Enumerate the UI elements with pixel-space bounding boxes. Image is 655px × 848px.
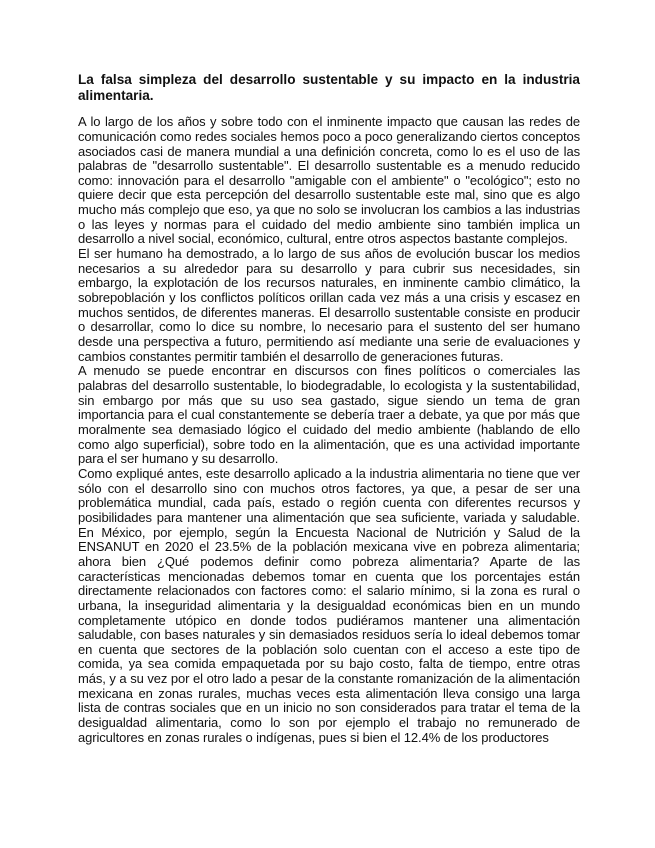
document-title: La falsa simpleza del desarrollo sustentable y su impacto en la industria alimentaria. (78, 72, 580, 103)
body-paragraph-3: A menudo se puede encontrar en discursos con fines políticos o comerciales las palabras del desarrollo sustentable, lo biodegradable, lo ecologista y la sustentabilidad, sin embargo por más que su uso sea gastado, sigue siendo un tema de gran importancia para el cual constantemente se debería traer a debate, ya que por más que moralmente sea demasiado lógico el cuidado del medio ambiente (hablando de ello como algo superficial), sobre todo en la alimentación, que es una actividad importante para el ser humano y su desarrollo. (78, 363, 580, 467)
document-page (78, 72, 580, 745)
body-paragraph-2: El ser humano ha demostrado, a lo largo de sus años de evolución buscar los medios necesarios a su alrededor para su desarrollo y para cubrir sus necesidades, sin embargo, la explotación de los recursos naturales, en inminente cambio climático, la sobrepoblación y los conflictos políticos orillan cada vez más a una crisis y escasez en muchos sentidos, de diferentes maneras. El desarrollo sustentable consiste en producir o desarrollar, como lo dice su nombre, lo necesario para el sustento del ser humano desde una perspectiva a futuro, permitiendo así mediante una serie de evaluaciones y cambios constantes permitir también el desarrollo de generaciones futuras. (78, 246, 580, 364)
body-paragraph-1: A lo largo de los años y sobre todo con el inminente impacto que causan las redes de comunicación como redes sociales hemos poco a poco generalizando ciertos conceptos asociados casi de manera mundial a una definición concreta, como lo es el uso de las palabras de "desarrollo sustentable". El desarrollo sustentable es a menudo reducido como: innovación para el desarrollo "amigable con el ambiente" o "ecológico"; esto no quiere decir que esta percepción del desarrollo sustentable este mal, sino que es algo mucho más complejo que eso, ya que no solo se involucran los cambios a las industrias o las leyes y normas para el cuidado del medio ambiente sino también implica un desarrollo a nivel social, económico, cultural, entre otros aspectos bastante complejos. (78, 114, 580, 247)
body-paragraph-4: Como expliqué antes, este desarrollo aplicado a la industria alimentaria no tiene que ver sólo con el desarrollo sino con muchos otros factores, ya que, a pesar de ser una problemática mundial, cada país, estado o región cuenta con diferentes recursos y posibilidades para mantener una alimentación que sea suficiente, variada y saludable. En México, por ejemplo, según la Encuesta Nacional de Nutrición y Salud de la ENSANUT en 2020 el 23.5% de la población mexicana vive en pobreza alimentaria; ahora bien ¿Qué podemos definir como pobreza alimentaria? Aparte de las características mencionadas debemos tomar en cuenta que los porcentajes están directamente relacionados con factores como: el salario mínimo, si la zona es rural o urbana, la inseguridad alimentaria y la desigualdad económicas bien en un mundo completamente utópico en donde todos pudiéramos mantener una alimentación saludable, con bases naturales y sin demasiados residuos sería lo ideal debemos tomar en cuenta que sectores de la población solo cuentan con el acceso a este tipo de comida, ya sea comida empaquetada por su bajo costo, falta de tiempo, entre otras más, y a su vez por el otro lado a pesar de la constante romanización de la alimentación mexicana en zonas rurales, muchas veces esta alimentación lleva consigo una larga lista de contras sociales que en un inicio no son considerados para tratar el tema de la desigualdad alimentaria, como lo son por ejemplo el trabajo no remunerado de agricultores en zonas rurales o indígenas, pues si bien el 12.4% de los productores (78, 465, 580, 745)
